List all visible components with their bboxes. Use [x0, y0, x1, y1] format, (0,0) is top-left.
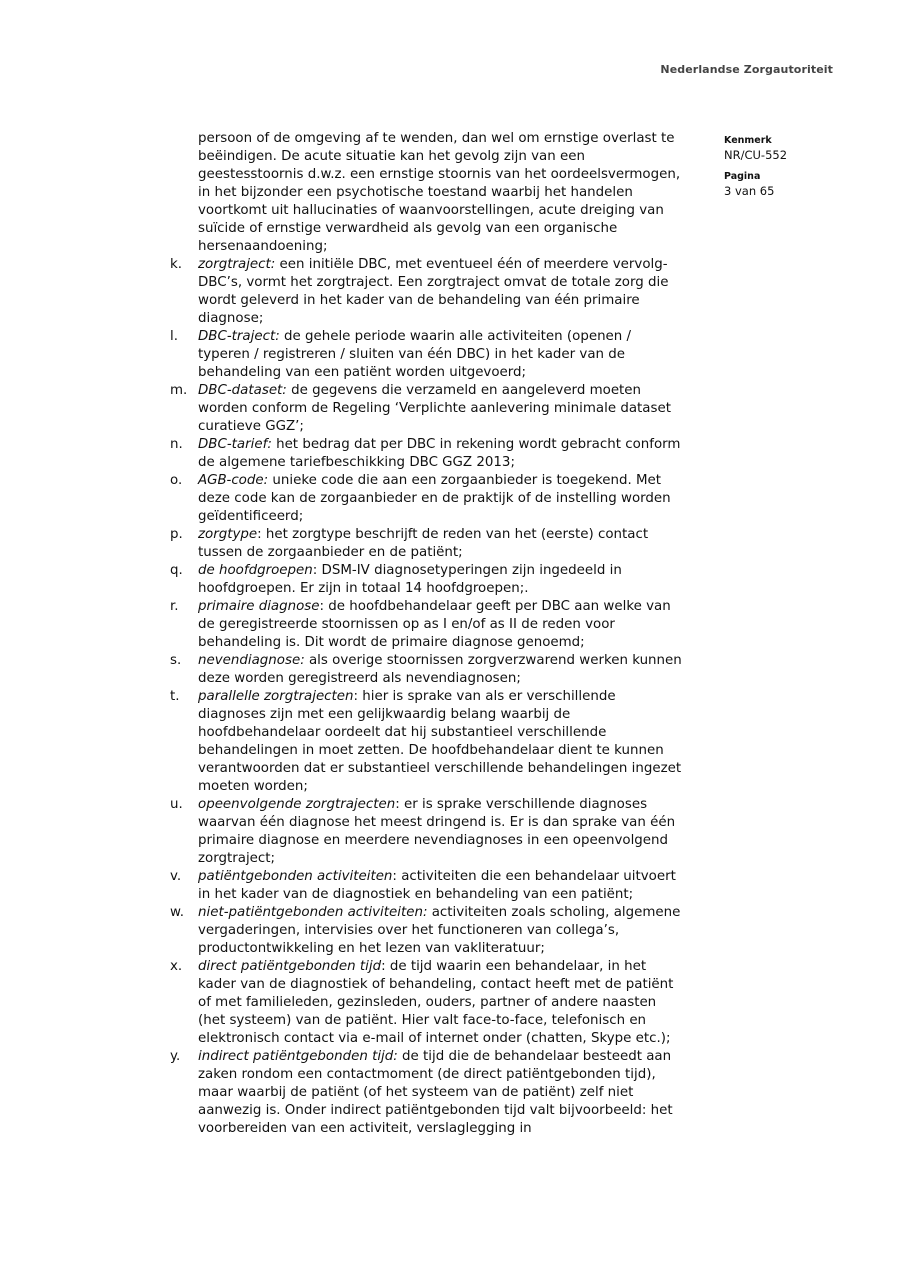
kenmerk-label: Kenmerk: [724, 135, 772, 146]
definition-term: DBC-dataset:: [198, 383, 287, 398]
definition-item: [170, 652, 682, 688]
definition-term: patiëntgebonden activiteiten: [198, 869, 393, 884]
definition-body: [198, 382, 682, 436]
definition-text: het bedrag dat per DBC in rekening wordt gebracht conform de algemene tariefbeschikking DBC GGZ 2013;: [198, 437, 681, 470]
definition-term: zorgtraject:: [198, 257, 276, 272]
definition-body: [198, 562, 682, 598]
list-marker: v.: [170, 869, 182, 884]
definitions-body: [170, 130, 682, 1138]
definition-body: [198, 958, 682, 1048]
definition-body: [198, 526, 682, 562]
definition-body: [198, 598, 682, 652]
definition-text: : er is sprake verschillende diagnoses waarvan één diagnose het meest dringend is. Er is dan sprake van één primaire diagnose en meerdere nevendiagnoses in een opeenvolgend zorgtraject;: [198, 797, 676, 866]
list-marker: r.: [170, 599, 179, 614]
nza-logo: Nederlandse Zorgautoriteit: [660, 63, 833, 76]
list-marker: o.: [170, 473, 183, 488]
definition-body: [198, 256, 682, 328]
definition-item: [170, 796, 682, 868]
definition-text: activiteiten zoals scholing, algemene vergaderingen, intervisies over het functioneren van collega’s, productontwikkeling en het lezen van vakliteratuur;: [198, 905, 681, 956]
kenmerk-value: NR/CU-552: [724, 148, 788, 162]
list-marker: k.: [170, 257, 183, 272]
list-marker: m.: [170, 383, 188, 398]
definition-term: zorgtype: [198, 527, 258, 542]
list-marker: l.: [170, 329, 178, 344]
definition-term: niet-patiëntgebonden activiteiten:: [198, 905, 428, 920]
definition-body: [198, 472, 682, 526]
definition-item: [170, 868, 682, 904]
definition-term: DBC-tarief:: [198, 437, 272, 452]
definition-body: [198, 904, 682, 958]
list-marker: u.: [170, 797, 183, 812]
definition-term: nevendiagnose:: [198, 653, 305, 668]
definition-text: een initiële DBC, met eventueel één of meerdere vervolg-DBC’s, vormt het zorgtraject. Een zorgtraject omvat de totale zorg die wordt geleverd in het kader van de behandeling van één primaire diagnose;: [198, 257, 669, 326]
definition-item: [170, 472, 682, 526]
definition-body: [198, 868, 682, 904]
definition-body: [198, 796, 682, 868]
definition-term: parallelle zorgtrajecten: [198, 689, 354, 704]
definition-item: [170, 256, 682, 328]
definition-item: [170, 436, 682, 472]
list-marker: s.: [170, 653, 182, 668]
definition-text: : activiteiten die een behandelaar uitvoert in het kader van de diagnostiek en behandeling van een patiënt;: [198, 869, 676, 902]
list-marker: x.: [170, 959, 183, 974]
list-marker: t.: [170, 689, 180, 704]
definition-term: AGB-code:: [198, 473, 269, 488]
definition-item: [170, 958, 682, 1048]
list-marker: n.: [170, 437, 183, 452]
definition-item: [170, 562, 682, 598]
definition-term: direct patiëntgebonden tijd: [198, 959, 382, 974]
pagina-value: 3 van 65: [724, 184, 775, 198]
definition-item: [170, 904, 682, 958]
definitions-list: [170, 256, 682, 1138]
definition-item: [170, 688, 682, 796]
definition-body: [198, 688, 682, 796]
definition-item: [170, 1048, 682, 1138]
list-marker: w.: [170, 905, 184, 920]
list-marker: p.: [170, 527, 183, 542]
definition-text: de tijd die de behandelaar besteedt aan zaken rondom een contactmoment (de direct patiëntgebonden tijd), maar waarbij de patiënt (of het systeem van de patiënt) zelf niet aanwezig is. Onder indirect patiëntgebonden tijd valt bijvoorbeeld: het voorbereiden van een activiteit, verslaglegging in: [198, 1049, 673, 1136]
definition-term: primaire diagnose: [198, 599, 320, 614]
definition-item: [170, 382, 682, 436]
pagina-label: Pagina: [724, 171, 761, 182]
document-meta: [724, 133, 874, 205]
continued-paragraph: persoon of de omgeving af te wenden, dan wel om ernstige overlast te beëindigen. De acute situatie kan het gevolg zijn van een geestesstoornis d.w.z. een ernstige stoornis van het oordeelsvermogen, in het bijzonder een psychotische toestand waarbij het handelen voortkomt uit hallucinaties of waanvoorstellingen, acute dreiging van suïcide of ernstige verwardheid als gevolg van een organische hersenaandoening;: [198, 131, 681, 254]
definition-body: [198, 1048, 682, 1138]
list-marker: q.: [170, 563, 183, 578]
definition-text: : de tijd waarin een behandelaar, in het kader van de diagnostiek of behandeling, contact heeft met de patiënt of met familieleden, gezinsleden, ouders, partner of andere naasten (het systeem) van de patiënt. Hier valt face-to-face, telefonisch en elektronisch contact via e-mail of internet onder (chatten, Skype etc.);: [198, 959, 674, 1046]
definition-item: [170, 328, 682, 382]
definition-text: : hier is sprake van als er verschillende diagnoses zijn met een gelijkwaardig belang waarbij de hoofdbehandelaar oordeelt dat hij substantieel verschillende behandelingen in moet zetten. De hoofdbehandelaar dient te kunnen verantwoorden dat er substantieel verschillende behandelingen ingezet moeten worden;: [198, 689, 682, 794]
list-marker: y.: [170, 1049, 181, 1064]
definition-body: [198, 652, 682, 688]
definition-term: de hoofdgroepen: [198, 563, 313, 578]
definition-term: opeenvolgende zorgtrajecten: [198, 797, 396, 812]
definition-text: de gehele periode waarin alle activiteiten (openen / typeren / registreren / sluiten van één DBC) in het kader van de behandeling van een patiënt worden uitgevoerd;: [198, 329, 632, 380]
definition-text: als overige stoornissen zorgverzwarend werken kunnen deze worden geregistreerd als nevendiagnosen;: [198, 653, 682, 686]
definition-item: [170, 598, 682, 652]
definition-term: DBC-traject:: [198, 329, 280, 344]
definition-text: : DSM-IV diagnosetyperingen zijn ingedeeld in hoofdgroepen. Er zijn in totaal 14 hoofdgroepen;.: [198, 563, 622, 596]
definition-body: [198, 328, 682, 382]
definition-item: [170, 526, 682, 562]
definition-term: indirect patiëntgebonden tijd:: [198, 1049, 398, 1064]
definition-text: : het zorgtype beschrijft de reden van het (eerste) contact tussen de zorgaanbieder en de patiënt;: [198, 527, 649, 560]
definition-text: de gegevens die verzameld en aangeleverd moeten worden conform de Regeling ‘Verplichte aanlevering minimale dataset curatieve GGZ’;: [198, 383, 671, 434]
definition-text: unieke code die aan een zorgaanbieder is toegekend. Met deze code kan de zorgaanbieder en de praktijk of de instelling worden geïdentificeerd;: [198, 473, 671, 524]
definition-body: [198, 436, 682, 472]
definition-text: : de hoofdbehandelaar geeft per DBC aan welke van de geregistreerde stoornissen op as I en/of as II de reden voor behandeling is. Dit wordt de primaire diagnose genoemd;: [198, 599, 671, 650]
